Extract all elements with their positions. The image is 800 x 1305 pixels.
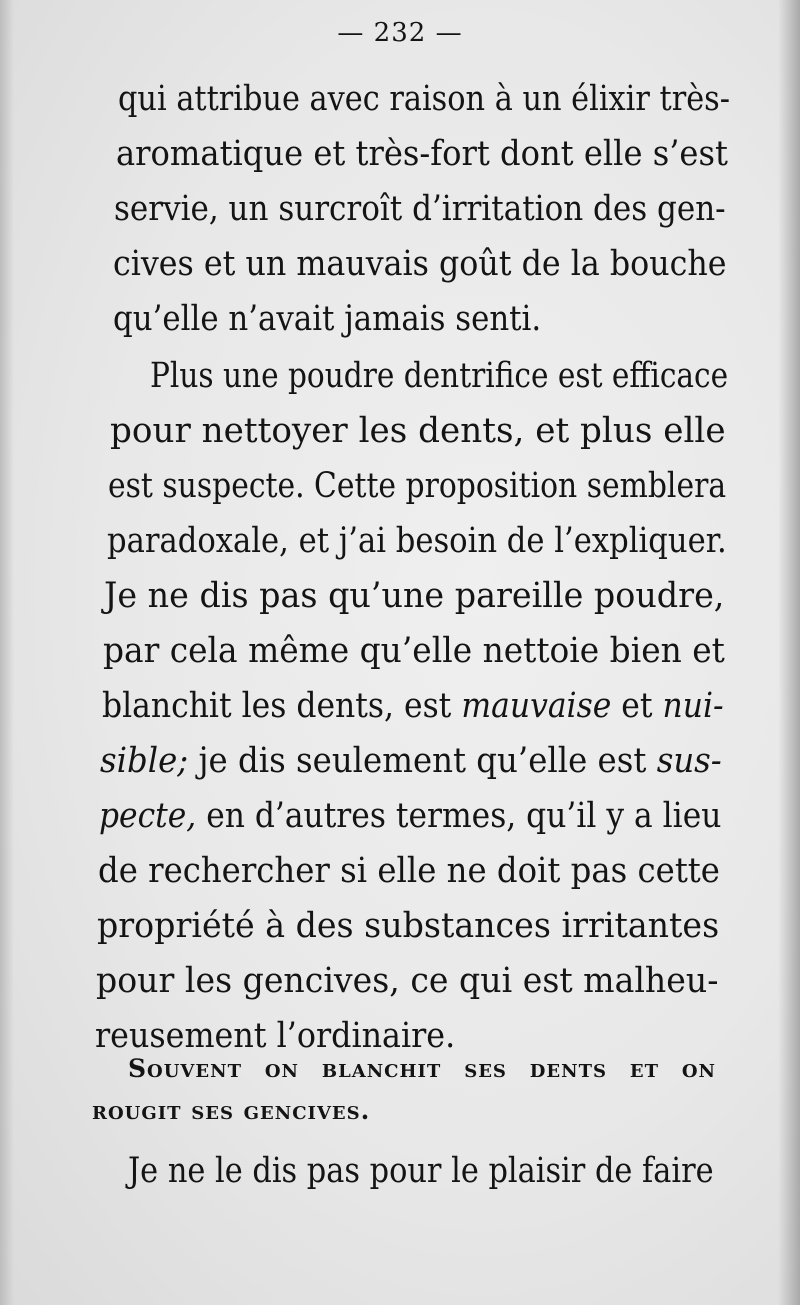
text-line: est suspecte. Cette proposition semblera [108, 466, 727, 506]
text-segment: je dis seulement qu’elle est [198, 741, 647, 781]
text-line: de rechercher si elle ne doit pas cette [98, 851, 720, 891]
text-segment: et [621, 686, 653, 726]
text-line: Je ne dis pas qu’une pareille poudre, [104, 576, 725, 616]
text-line: pour les gencives, ce qui est malheu- [96, 961, 719, 1001]
text-line: cives et un mauvais goût de la bouche [113, 244, 727, 284]
text-segment: en d’autres termes, qu’il y a lieu [206, 796, 722, 836]
italic-word: sus- [656, 741, 722, 781]
text-segment: blanchit les dents, est [102, 686, 452, 726]
page-number: — 232 — [337, 18, 463, 48]
text-line: qui attribue avec raison à un élixir très- [118, 79, 730, 119]
text-line [99, 795, 721, 837]
text-line: reusement l’ordinaire. [95, 1016, 456, 1056]
italic-word: nui- [662, 686, 724, 726]
text-line [102, 685, 724, 727]
italic-word: sible; [100, 741, 189, 781]
page-shadow-right [778, 0, 800, 1305]
text-line: par cela même qu’elle nettoie bien et [103, 631, 725, 671]
text-line: paradoxale, et j’ai besoin de l’expliquer. [107, 521, 727, 561]
italic-word: pecte, [99, 796, 197, 836]
text-line: Je ne le dis pas pour le plaisir de faire [128, 1151, 714, 1191]
page-shadow-left [0, 0, 14, 1305]
text-line: pour nettoyer les dents, et plus elle [110, 411, 726, 451]
text-line: qu’elle n’avait jamais senti. [113, 299, 542, 339]
section-heading: Souvent on blanchit ses dents et on [128, 1054, 716, 1083]
text-line [100, 740, 722, 782]
italic-word: mauvaise [461, 686, 612, 726]
text-line: aromatique et très-fort dont elle s’est [116, 134, 728, 174]
text-line: Plus une poudre dentrifice est efficace [150, 356, 729, 396]
text-line: servie, un surcroît d’irritation des gen- [114, 189, 726, 229]
text-line: propriété à des substances irritantes [97, 906, 720, 946]
section-heading: rougit ses gencives. [92, 1096, 371, 1125]
